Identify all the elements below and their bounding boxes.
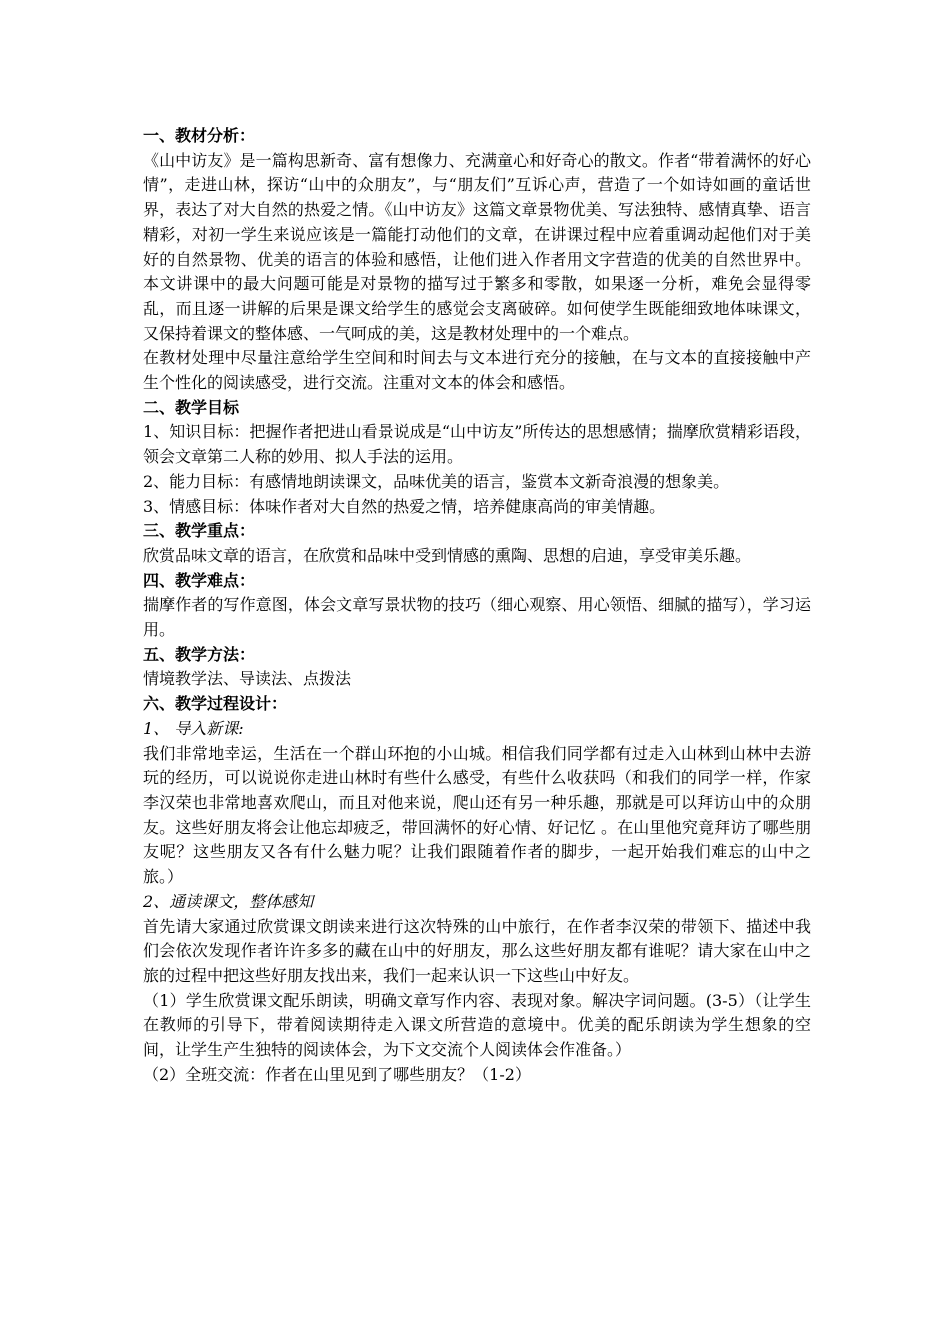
paragraph: 1、知识目标：把握作者把进山看景说成是“山中访友”所传达的思想感情；揣摩欣赏精彩语段，领会文章第二人称的妙用、拟人手法的运用。 bbox=[143, 422, 811, 467]
paragraph: 首先请大家通过欣赏课文朗读来进行这次特殊的山中旅行，在作者李汉荣的带领下、描述中我们会依次发现作者许许多多的藏在山中的好朋友，那么这些好朋友都有谁呢？请大家在山中之旅的过程中把这些好朋友找出来，我们一起来认识一下这些山中好友。 bbox=[143, 916, 811, 985]
section-heading-2: 二、教学目标 bbox=[143, 397, 240, 417]
paragraph: 在教材处理中尽量注意给学生空间和时间去与文本进行充分的接触，在与文本的直接接触中产生个性化的阅读感受，进行交流。注重对文本的体会和感悟。 bbox=[143, 348, 811, 393]
step-heading-2 bbox=[143, 890, 811, 915]
paragraph: 3、情感目标：体味作者对大自然的热爱之情，培养健康高尚的审美情趣。 bbox=[143, 496, 666, 516]
paragraph: 《山中访友》是一篇构思新奇、富有想像力、充满童心和好奇心的散文。作者“带着满怀的好心情”，走进山林，探访“山中的众朋友”，与“朋友们”互诉心声，营造了一个如诗如画的童话世界，表达了对大自然的热爱之情。《山中访友》这篇文章景物优美、写法独特、感情真挚、语言精彩，对初一学生来说应该是一篇能打动他们的文章，在讲课过程中应着重调动起他们对于美好的自然景物、优美的语言的体验和感悟，让他们进入作者用文字营造的优美的自然世界中。本文讲课中的最大问题可能是对景物的描写过于繁多和零散，如果逐一分析，难免会显得零乱，而且逐一讲解的后果是课文给学生的感觉会支离破碎。如何使学生既能细致地体味课文，又保持着课文的整体感、一气呵成的美，这是教材处理中的一个难点。 bbox=[143, 150, 811, 343]
section-heading-6: 六、教学过程设计： bbox=[143, 694, 288, 714]
paragraph: 情境教学法、导读法、点拨法 bbox=[143, 669, 352, 689]
paragraph: （2）全班交流：作者在山里见到了哪些朋友？（1-2） bbox=[143, 1064, 531, 1084]
section-heading-1: 一、教材分析： bbox=[143, 126, 256, 145]
paragraph: 2、能力目标：有感情地朗读课文，品味优美的语言，鉴赏本文新奇浪漫的想象美。 bbox=[143, 471, 730, 491]
paragraph: 我们非常地幸运，生活在一个群山环抱的小山城。相信我们同学都有过走入山林到山林中去游玩的经历，可以说说你走进山林时有些什么感受，有些什么收获吗（和我们的同学一样，作家李汉荣也非常地喜欢爬山，而且对他来说，爬山还有另一种乐趣，那就是可以拜访山中的众朋友。这些好朋友将会让他忘却疲乏，带回满怀的好心情、好记忆 。在山里他究竟拜访了哪些朋友呢？这些朋友又各有什么魅力呢？让我们跟随着作者的脚步，一起开始我们难忘的山中之旅。） bbox=[143, 743, 811, 887]
paragraph: （1）学生欣赏课文配乐朗读，明确文章写作内容、表现对象。解决字词问题。(3-5）（让学生在教师的引导下，带着阅读期待走入课文所营造的意境中。优美的配乐朗读为学生想象的空间，让学生产生独特的阅读体会，为下文交流个人阅读体会作准备。） bbox=[143, 990, 811, 1060]
step-number: 1、 bbox=[143, 718, 170, 738]
paragraph: 欣赏品味文章的语言，在欣赏和品味中受到情感的熏陶、思想的启迪，享受审美乐趣。 bbox=[143, 545, 752, 565]
step-number: 2、 bbox=[143, 891, 170, 911]
section-heading-3: 三、教学重点： bbox=[143, 521, 256, 541]
step-title: 通读课文，整体感知 bbox=[169, 891, 314, 911]
step-title: 导入新课: bbox=[174, 718, 244, 738]
section-heading-4: 四、教学难点： bbox=[143, 570, 256, 590]
paragraph: 揣摩作者的写作意图，体会文章写景状物的技巧（细心观察、用心领悟、细腻的描写），学习运用。 bbox=[143, 595, 811, 640]
section-heading-5: 五、教学方法： bbox=[143, 644, 256, 664]
document-page bbox=[143, 124, 811, 1087]
step-heading-1 bbox=[143, 717, 811, 742]
